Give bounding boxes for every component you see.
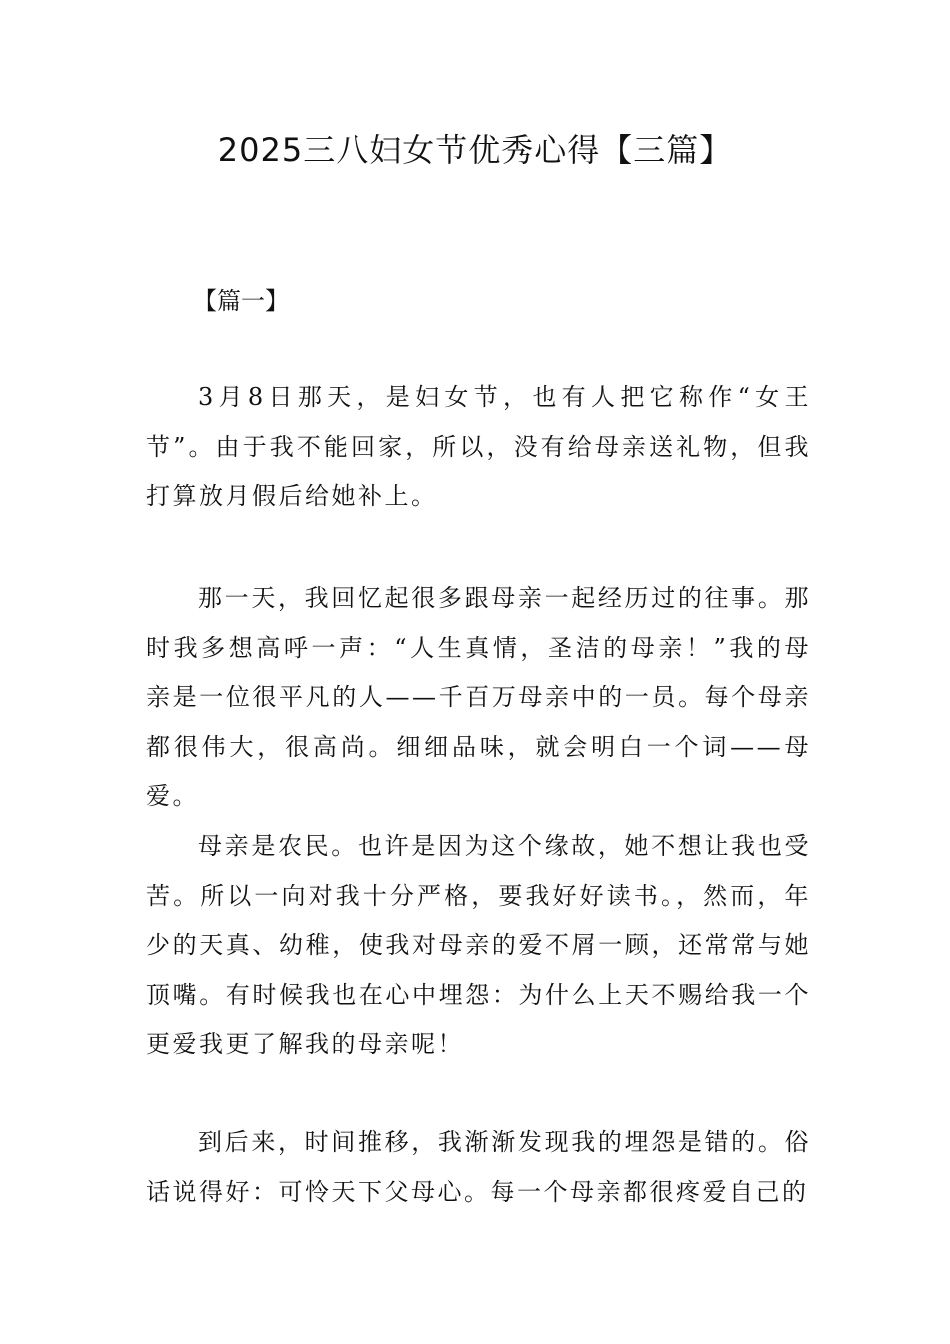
- paragraph: 母亲是农民。也许是因为这个缘故，她不想让我也受苦。所以一向对我十分严格，要我好好读书。，然而，年少的天真、幼稚，使我对母亲的爱不屑一顾，还常常与她顶嘴。有时候我也在心中埋怨：为什么上天不赐给我一个更爱我更了解我的母亲呢！: [146, 832, 811, 1058]
- section-heading: 【篇一】: [193, 287, 289, 315]
- document-title: 2025三八妇女节优秀心得【三篇】: [217, 131, 733, 169]
- paragraph: 到后来，时间推移，我渐渐发现我的埋怨是错的。俗话说得好：可怜天下父母心。每一个母亲都很疼爱自己的: [146, 1128, 811, 1206]
- paragraph: 3月8日那天，是妇女节，也有人把它称作“女王节”。由于我不能回家，所以，没有给母亲送礼物，但我打算放月假后给她补上。: [146, 383, 811, 510]
- paragraph: 那一天，我回忆起很多跟母亲一起经历过的往事。那时我多想高呼一声：“人生真情，圣洁的母亲！”我的母亲是一位很平凡的人——千百万母亲中的一员。每个母亲都很伟大，很高尚。细细品味，就会明白一个词——母爱。: [146, 584, 811, 810]
